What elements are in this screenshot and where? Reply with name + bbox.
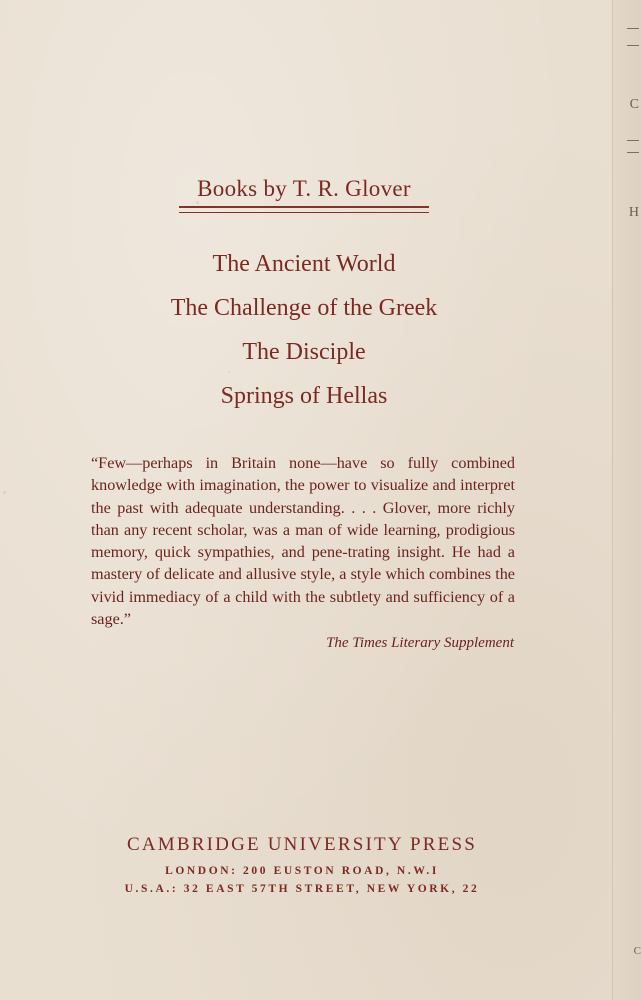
publisher-address-london: LONDON: 200 EUSTON ROAD, N.W.I [165, 865, 439, 877]
edge-rule [627, 140, 639, 141]
publisher-name: CAMBRIDGE UNIVERSITY PRESS [127, 834, 477, 855]
edge-rule [627, 152, 639, 153]
edge-letter: C [629, 97, 639, 112]
paper-stain [3, 491, 6, 494]
list-item: The Ancient World [212, 251, 396, 277]
book-list [0, 247, 608, 423]
title-underline [179, 206, 429, 213]
list-item: The Challenge of the Greek [170, 295, 438, 321]
quote-attribution: The Times Literary Supplement [326, 635, 514, 651]
edge-letter: C [633, 945, 641, 957]
edge-letter: H [628, 205, 639, 220]
edge-rule [627, 45, 639, 46]
list-item: The Disciple [242, 339, 366, 365]
spine-edge [612, 0, 641, 1000]
publisher-address-usa: U.S.A.: 32 EAST 57TH STREET, NEW YORK, 22 [124, 883, 480, 895]
list-item: Springs of Hellas [220, 383, 388, 409]
page-title: Books by T. R. Glover [197, 176, 411, 201]
edge-rule [627, 28, 639, 29]
review-quote: “Few—perhaps in Britain none—have so fully combined knowledge with imagination, the power to visualize and interpret the past with adequate understanding. . . . Glover, more richly than any recent scholar, was a man of wide learning, prodigious memory, quick sympathies, and pene-trating insight. He had a mastery of delicate and allusive style, a style which combines the vivid immediacy of a child with the subtlety and sufficiency of a sage.” [91, 454, 515, 629]
